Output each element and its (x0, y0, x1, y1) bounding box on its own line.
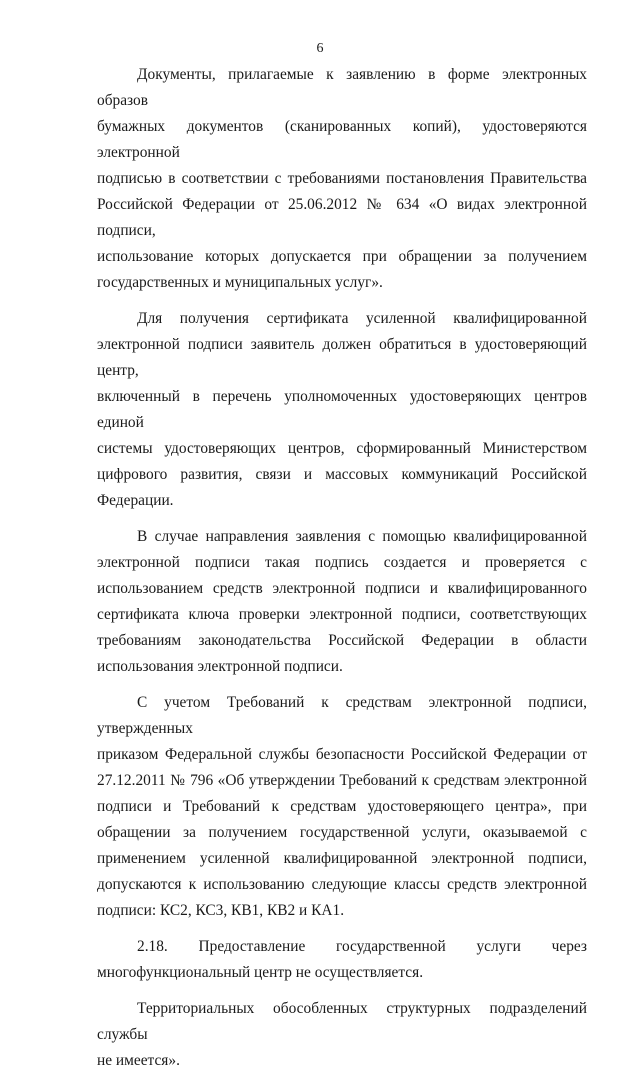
text-line: многофункциональный центр не осуществляется. (97, 964, 424, 981)
text-line: использование которых допускается при обращении за получением (97, 248, 587, 265)
text-line: Российской Федерации от 25.06.2012 № 634 «О видах электронной подписи, (97, 196, 587, 239)
text-line: С учетом Требований к средствам электронной подписи, утвержденных (97, 694, 587, 737)
page-number: 6 (316, 41, 324, 56)
text-line: применением усиленной квалифицированной электронной подписи, (97, 850, 587, 867)
text-line: электронной подписи заявитель должен обратиться в удостоверяющий центр, (97, 336, 587, 379)
text-line: Документы, прилагаемые к заявлению в форме электронных образов (97, 66, 587, 109)
text-line: Территориальных обособленных структурных подразделений службы (97, 1000, 587, 1043)
text-line: В случае направления заявления с помощью квалифицированной (137, 528, 587, 545)
text-line: подписи: КС2, КС3, КВ1, КВ2 и КА1. (97, 902, 345, 919)
text-line: подписью в соответствии с требованиями постановления Правительства (97, 170, 587, 187)
text-line: подписи и Требований к средствам удостоверяющего центра», при (97, 798, 587, 815)
text-line: сертификата ключа проверки электронной подписи, соответствующих (97, 606, 587, 623)
paragraph (97, 934, 587, 986)
text-line: 27.12.2011 № 796 «Об утверждении Требований к средствам электронной (97, 772, 587, 789)
paragraph (97, 690, 587, 924)
paragraph (97, 306, 587, 514)
text-line: бумажных документов (сканированных копий), удостоверяются электронной (97, 118, 587, 161)
body-text (97, 62, 587, 1084)
paragraph (97, 996, 587, 1074)
text-line: не имеется». (97, 1052, 180, 1069)
text-line: обращении за получением государственной услуги, оказываемой с (97, 824, 587, 841)
text-line: использованием средств электронной подписи и квалифицированного (97, 580, 587, 597)
text-line: Федерации. (97, 492, 174, 509)
text-line: 2.18. Предоставление государственной услуги через (137, 938, 587, 955)
text-line: приказом Федеральной службы безопасности Российской Федерации от (97, 746, 587, 763)
text-line: включенный в перечень уполномоченных удостоверяющих центров единой (97, 388, 587, 431)
text-line: цифрового развития, связи и массовых коммуникаций Российской (97, 466, 587, 483)
text-line: государственных и муниципальных услуг». (97, 274, 383, 291)
text-line: допускаются к использованию следующие классы средств электронной (97, 876, 587, 893)
text-line: требованиям законодательства Российской Федерации в области (97, 632, 587, 649)
paragraph (97, 62, 587, 296)
text-line: системы удостоверяющих центров, сформированный Министерством (97, 440, 587, 457)
text-line: Для получения сертификата усиленной квалифицированной (137, 310, 587, 327)
text-line: электронной подписи такая подпись создается и проверяется с (97, 554, 587, 571)
paragraph (97, 524, 587, 680)
text-line: использования электронной подписи. (97, 658, 343, 675)
